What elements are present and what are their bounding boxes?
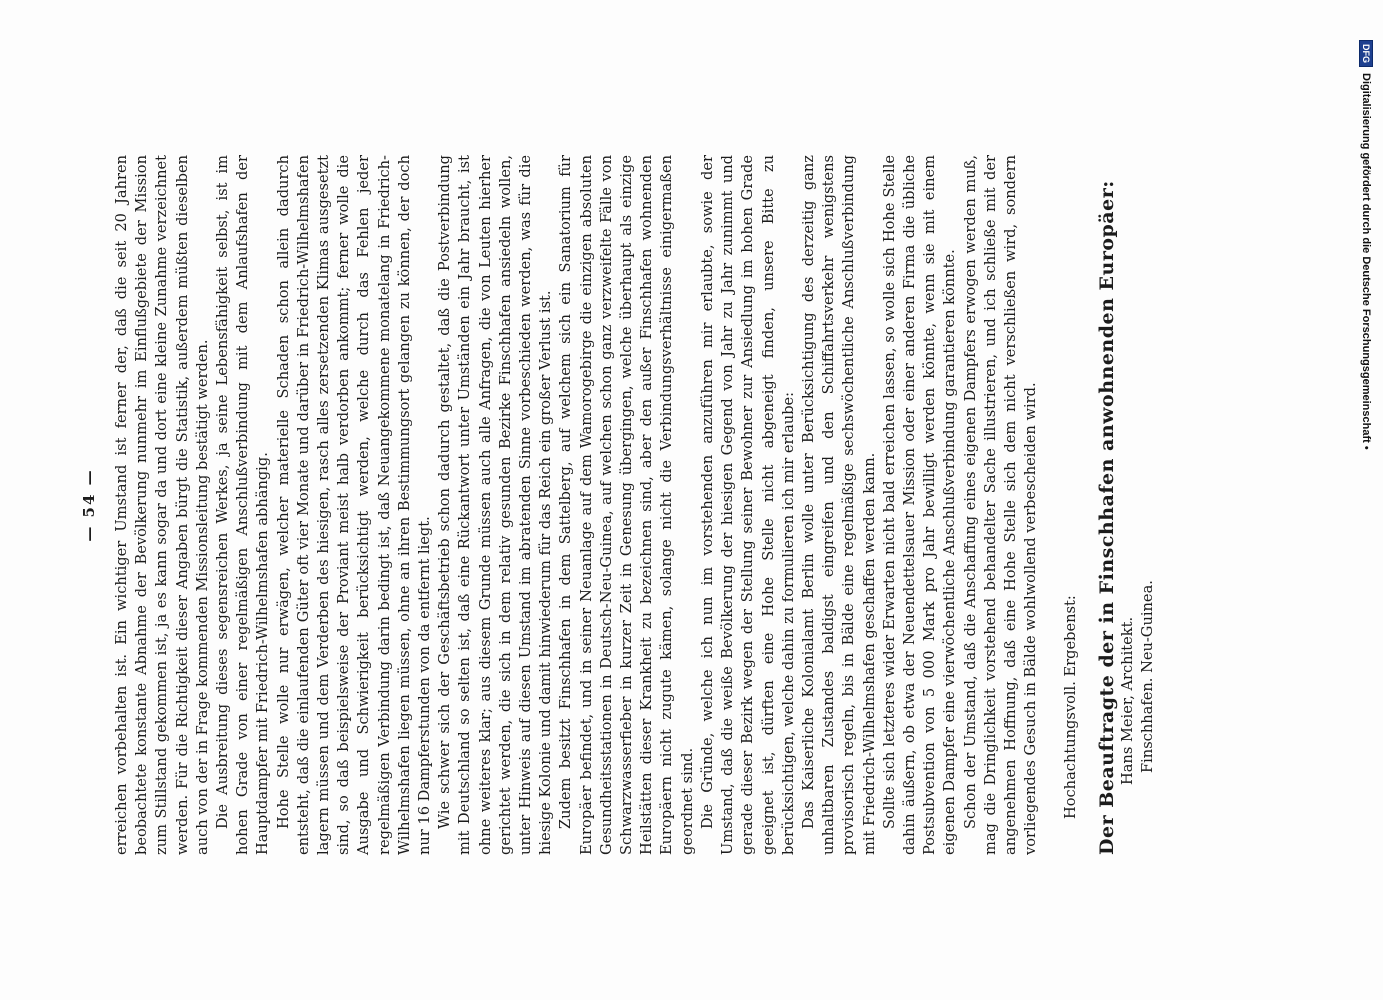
funding-attribution-text: Digitalisierung gefördert durch die Deutsche Forschungsgemeinschaft •: [1360, 73, 1372, 450]
signature-location: Finschhafen. Neu-Guinea.: [1138, 580, 1156, 773]
paragraph: Die Gründe, welche ich nun im vorstehenden anzuführen mir erlaubte, sowie der Umstand, daß die weiße Bevölkerung der hiesigen Gegend von Jahr zu Jahr zunimmt und gerade dieser Bezirk wegen der Stellung seiner Bewohner zur Ansiedlung im hohen Grade geeignet ist, dürften eine Hohe Stelle nicht abgeneigt finden, unsere Bitte zu berücksichtigen, welche dahin zu formulieren ich mir erlaube:: [698, 155, 797, 855]
paragraph: Hohe Stelle wolle nur erwägen, welcher materielle Schaden schon allein dadurch entsteht, daß die einlaufenden Güter oft vier Monate und darüber in Friedrich-Wilhelmshafen lagern müssen und dem Verderben des hiesigen, rasch alles zersetzenden Klimas ausgesetzt sind, so daß beispielsweise der Proviant meist halb verdorben ankommt; ferner wolle die Ausgabe und Schwierigkeit berücksichtigt werden, welche durch das Fehlen jeder regelmäßigen Verbindung darin bedingt ist, daß Neuangekommene monatelang in Friedrich-Wilhelmshafen liegen müssen, ohne an ihren Bestimmungsort gelangen zu können, der doch nur 16 Dampferstunden von da entfernt liegt.: [274, 155, 434, 855]
paragraph: Zudem besitzt Finschhafen in dem Sattelberg, auf welchem sich ein Sanatorium für Europäer befindet, und in seiner Neuanlage auf dem Wamorogebirge die einzigen absoluten Gesundheitsstationen in Deutsch-Neu-Guinea, auf welchen schon ganz verzweifelte Fälle von Schwarzwasserfieber in kurzer Zeit in Genesung übergingen, welche überhaupt als einzige Heilstätten dieser Krankheit zu bezeichnen sind, aber den außer Finschhafen wohnenden Europäern nicht zugute kämen, solange nicht die Verbindungsverhältnisse einigermaßen geordnet sind.: [557, 155, 696, 855]
signature-name: Hans Meier, Architekt.: [1118, 616, 1136, 785]
signatory-heading: Der Beauftragte der in Finschhafen anwohnenden Europäer:: [1095, 180, 1118, 855]
closing-salutation: Hochachtungsvoll. Ergebenst:: [1062, 595, 1080, 819]
paragraph: Das Kaiserliche Kolonialamt Berlin wolle unter Berücksichtigung des derzeitig ganz unhaltbaren Zustandes baldigst eingreifen und den Schiffahrtsverkehr wenigstens provisorisch regeln, bis in Bälde eine regelmäßige sechswöchentliche Anschlußverbindung mit Friedrich-Wilhelmshafen geschaffen werden kann.: [799, 155, 878, 855]
funding-attribution-strip: [1359, 40, 1373, 450]
page-number: — 54 —: [80, 468, 98, 542]
dfg-logo: DFG: [1359, 40, 1373, 67]
paragraph: erreichen vorbehalten ist. Ein wichtiger Umstand ist ferner der, daß die seit 20 Jahren beobachtete konstante Abnahme der Bevölkerung nunmehr im Einflußgebiete der Mission zum Stillstand gekommen ist, ja es kann sogar da und dort eine kleine Zunahme verzeichnet werden. Für die Richtigkeit dieser Angaben bürgt die Statistik, außerdem müßten dieselben auch von der in Frage kommenden Missionsleitung bestätigt werden.: [113, 155, 211, 855]
rotated-page-content: [80, 155, 1200, 855]
paragraph: Sollte sich letzteres wider Erwarten nicht bald erreichen lassen, so wolle sich Hohe Stelle dahin äußern, ob etwa der Neuendettelsauer Mission oder einer anderen Firma die übliche Postsubvention von 5 000 Mark pro Jahr bewilligt werden könnte, wenn sie mit einem eigenen Dampfer eine vierwöchentliche Anschlußverbindung garantieren könnte.: [880, 155, 959, 855]
paragraph: Wie schwer sich der Geschäftsbetrieb schon dadurch gestaltet, daß die Postverbindung mit Deutschland so selten ist, daß eine Rückantwort unter Umständen ein Jahr braucht, ist ohne weiteres klar; aus diesem Grunde müssen auch alle Anfragen, die von Leuten hierher gerichtet werden, die sich in dem relativ gesunden Bezirke Finschhafen ansiedeln wollen, unter Hinweis auf diesen Umstand im abratenden Sinne vorbeschieden werden, was für die hiesige Kolonie und damit hinwiederum für das Reich ein großer Verlust ist.: [436, 155, 555, 855]
paragraph: Schon der Umstand, daß die Anschaffung eines eigenen Dampfers erwogen werden muß, mag die Dringlichkeit vorstehend behandelter Sache illustrieren, und ich schließe mit der angenehmen Hoffnung, daß eine Hohe Stelle sich dem nicht verschließen wird, sondern vorliegendes Gesuch in Bälde wohlwollend verbescheiden wird.: [961, 155, 1040, 855]
paragraph: Die Ausbreitung dieses segensreichen Werkes, ja seine Lebensfähigkeit selbst, ist im hohen Grade von einer regelmäßigen Anschlußverbindung mit dem Anlaufshafen der Hauptdampfer mit Friedrich-Wilhelmshafen abhängig.: [214, 155, 272, 855]
